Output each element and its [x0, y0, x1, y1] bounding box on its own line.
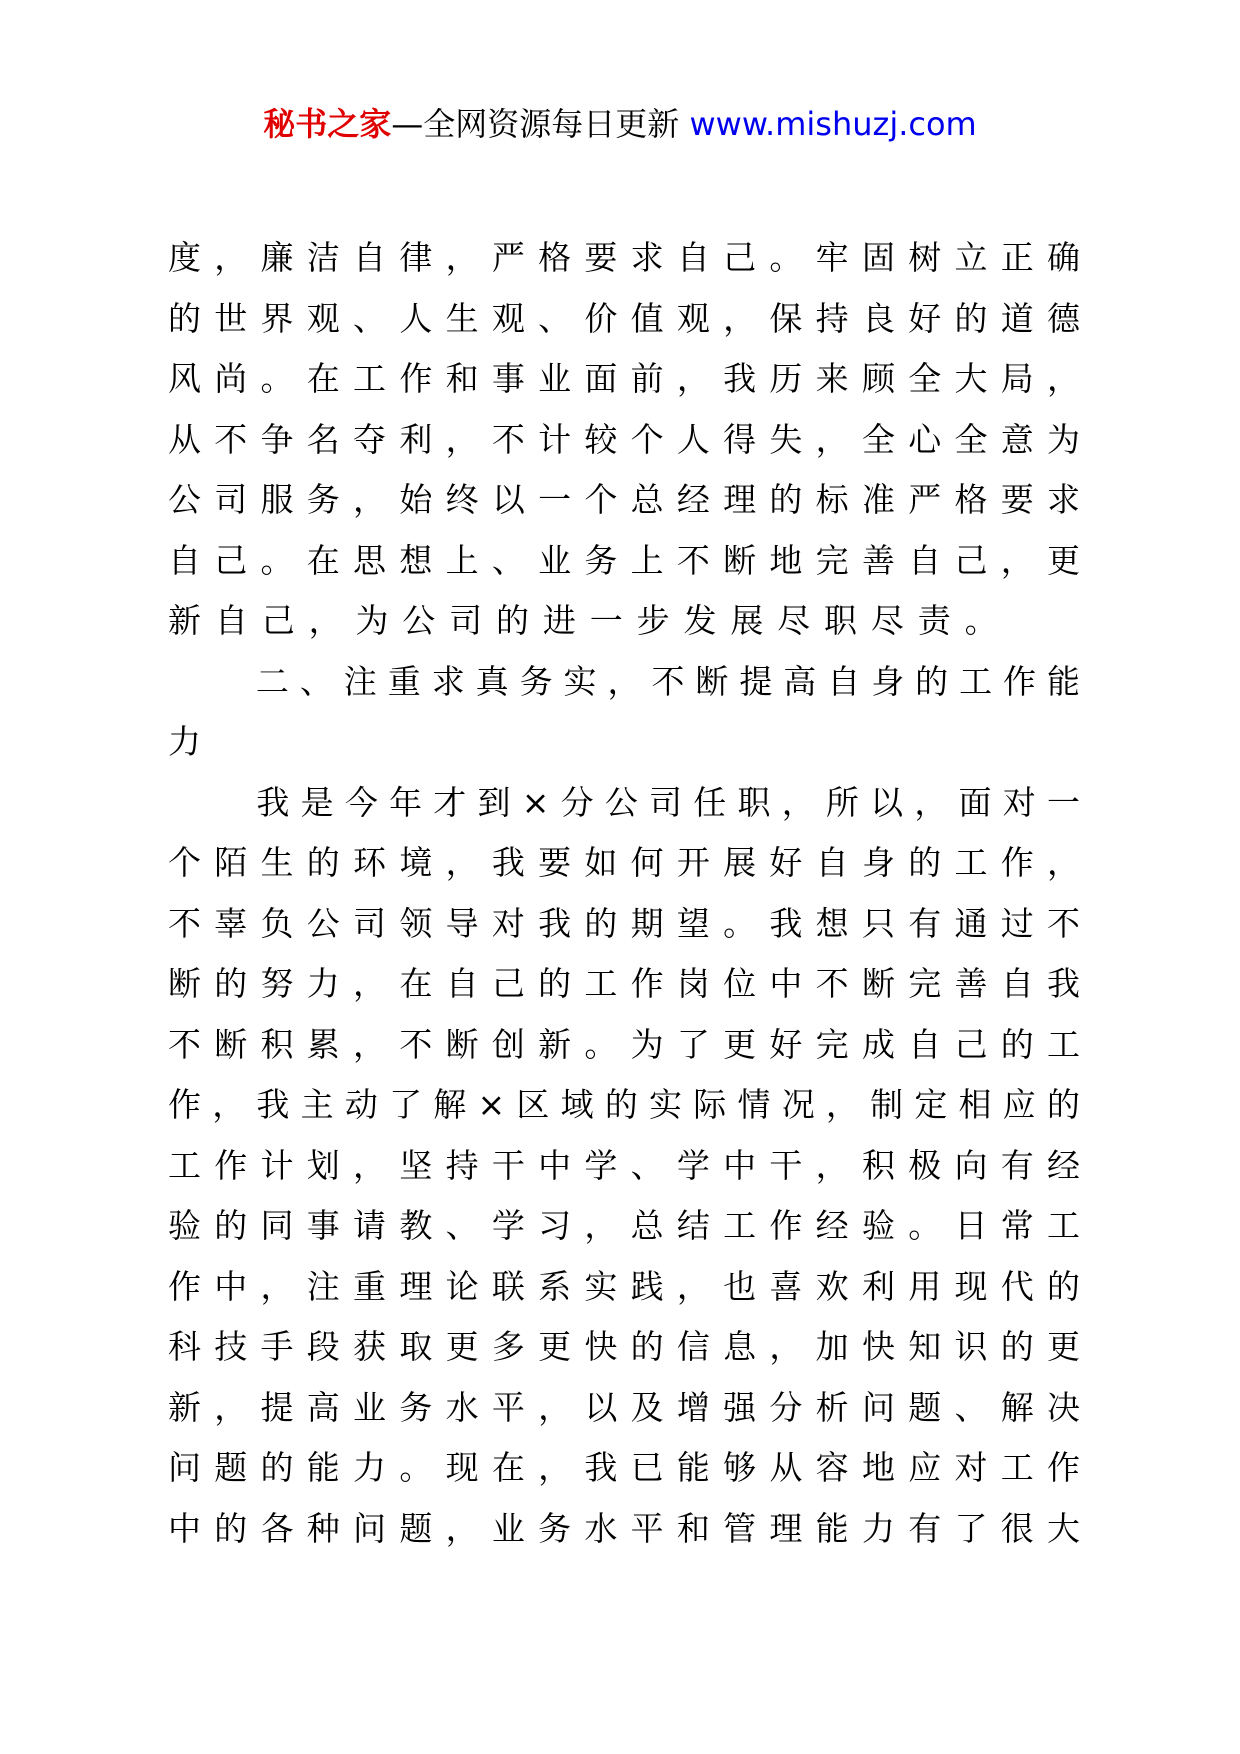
text-line: 风尚。在工作和事业面前，我历来顾全大局，	[168, 359, 1080, 398]
text-line: 我是今年才到×分公司任职，所以，面对一	[168, 782, 1080, 822]
section-heading: 二、注重求真务实，不断提高自身的工作能	[168, 661, 1080, 701]
site-header	[0, 100, 1240, 148]
text-line: 度，廉洁自律，严格要求自己。牢固树立正确	[168, 238, 1080, 277]
text-line: 从不争名夺利，不计较个人得失，全心全意为	[168, 419, 1080, 459]
text-line: 新，提高业务水平，以及增强分析问题、解决	[168, 1387, 1080, 1427]
text-line: 自己。在思想上、业务上不断地完善自己，更	[168, 540, 1080, 580]
text-line: 不断积累，不断创新。为了更好完成自己的工	[168, 1024, 1080, 1064]
text-line: 问题的能力。现在，我已能够从容地应对工作	[168, 1448, 1080, 1487]
text-line: 验的同事请教、学习，总结工作经验。日常工	[168, 1206, 1080, 1245]
text-line: 工作计划，坚持干中学、学中干，积极向有经	[168, 1145, 1080, 1185]
text-line: 不辜负公司领导对我的期望。我想只有通过不	[168, 903, 1080, 943]
text-line: 断的努力，在自己的工作岗位中不断完善自我	[168, 964, 1080, 1003]
text-line: 中的各种问题，业务水平和管理能力有了很大	[168, 1508, 1080, 1548]
brand-name: 秘书之家	[263, 105, 392, 143]
text-line: 公司服务，始终以一个总经理的标准严格要求	[168, 480, 1080, 519]
text-line: 作中，注重理论联系实践，也喜欢利用现代的	[168, 1266, 1080, 1306]
text-line: 个陌生的环境，我要如何开展好自身的工作，	[168, 843, 1080, 882]
header-tagline: —全网资源每日更新	[391, 105, 680, 143]
text-line: 新自己，为公司的进一步发展尽职尽责。	[168, 601, 1012, 640]
site-url-link[interactable]: www.mishuzj.com	[689, 105, 977, 143]
text-line: 科技手段获取更多更快的信息，加快知识的更	[168, 1327, 1080, 1366]
document-body	[168, 228, 1080, 1559]
text-line: 的世界观、人生观、价值观，保持良好的道德	[168, 298, 1080, 338]
text-line: 作，我主动了解×区域的实际情况，制定相应的	[168, 1085, 1080, 1124]
section-heading-continued: 力	[168, 722, 215, 761]
